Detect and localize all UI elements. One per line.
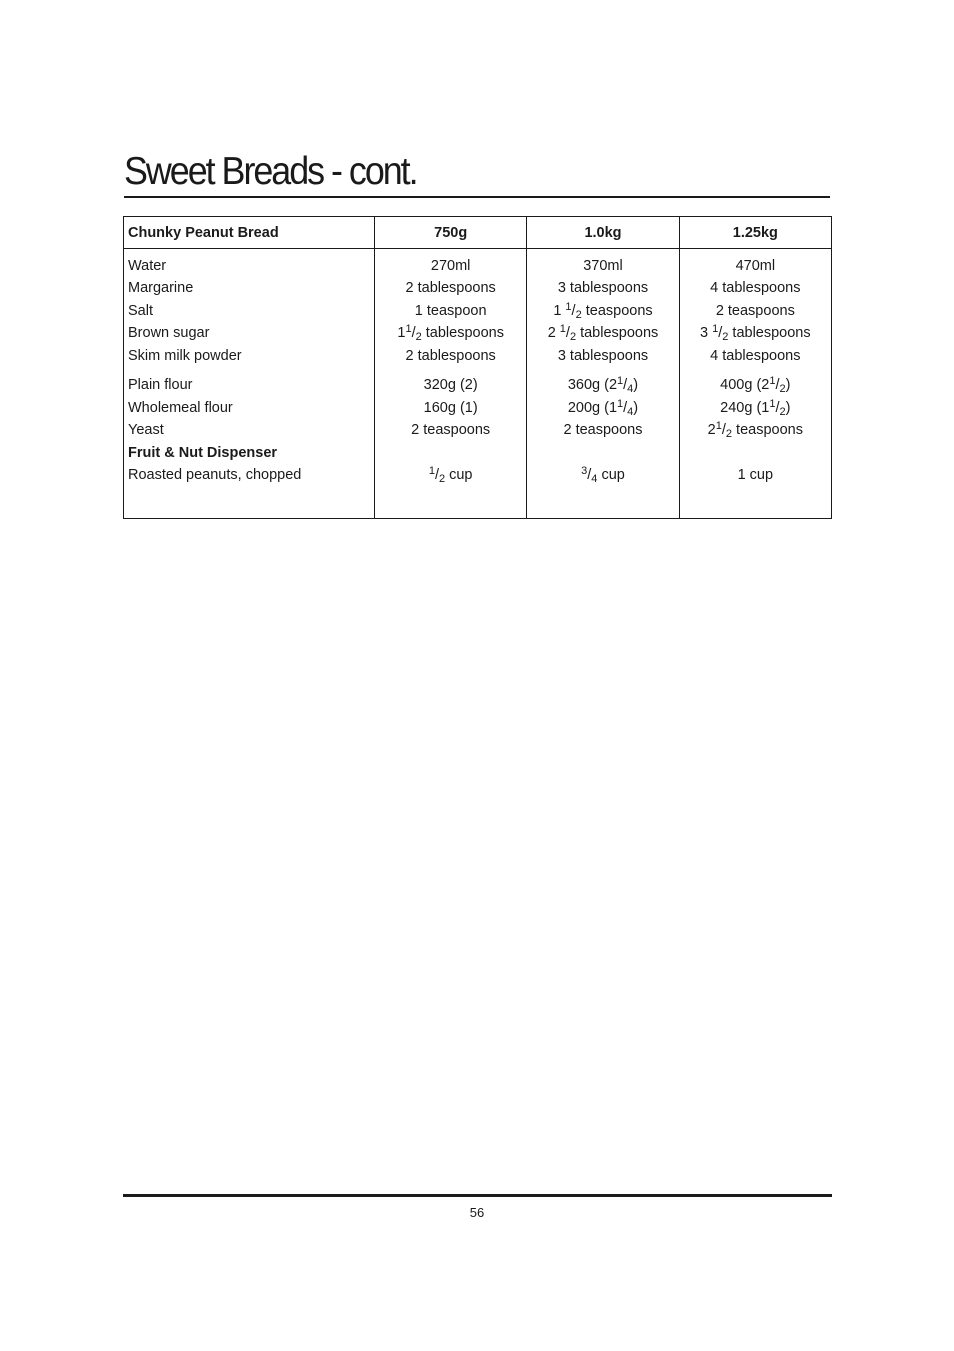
title-divider — [124, 196, 830, 198]
quantity-cell: 320g (2) — [423, 376, 478, 393]
quantity-cell: $2^1/_2$ teaspoons — [707, 420, 803, 441]
quantity-cell: 200g $(1^1/_4)$ — [567, 397, 639, 418]
dispenser-heading: Fruit & Nut Dispenser — [128, 444, 278, 461]
ingredient-name: Margarine — [128, 280, 194, 297]
quantity-cell: 370ml — [583, 258, 623, 274]
quantity-cell: 360g $(2^1/_4)$ — [567, 374, 639, 395]
quantity-cell: 1 cup — [737, 467, 774, 484]
ingredient-name: Water — [128, 258, 167, 274]
quantity-cell: 3 tablespoons — [557, 280, 649, 297]
quantity-cell: 470ml — [735, 258, 776, 274]
quantity-cell: 240g $(1^1/_2)$ — [720, 397, 791, 418]
quantity-cell: $^1/_2$ cup — [428, 465, 473, 486]
header-1-25kg: 1.25kg — [679, 217, 831, 249]
quantity-cell: 160g (1) — [423, 399, 478, 416]
quantity-cell — [375, 442, 526, 464]
quantity-cell: 2 tablespoons — [405, 347, 496, 364]
quantity-cell: 2 teaspoons — [563, 422, 643, 439]
quantity-cell: 2 teaspoons — [715, 302, 795, 319]
quantity-cell: 270ml — [430, 258, 471, 274]
quantity-cell — [527, 442, 678, 464]
ingredient-name: Salt — [128, 302, 153, 319]
quantity-cell: 2 tablespoons — [405, 280, 496, 297]
quantity-column-750g — [375, 249, 527, 519]
quantity-cell: 400g $(2^1/_2)$ — [720, 374, 791, 395]
quantity-cell: $^3/_4$ cup — [581, 465, 625, 486]
quantity-column-1kg — [527, 249, 679, 519]
ingredient-column — [124, 249, 375, 519]
ingredient-name: Roasted peanuts, chopped — [128, 467, 302, 484]
ingredient-name: Plain flour — [128, 376, 193, 393]
quantity-cell: 2 $^1/_2$ tablespoons — [547, 323, 659, 344]
quantity-cell: 3 tablespoons — [557, 347, 649, 364]
ingredient-name: Wholemeal flour — [128, 399, 233, 416]
ingredient-name: Skim milk powder — [128, 347, 242, 364]
quantity-cell: 1 $^1/_2$ teaspoons — [553, 300, 653, 321]
footer-divider — [123, 1194, 832, 1197]
header-1kg: 1.0kg — [527, 217, 679, 249]
table-header-row — [124, 217, 832, 249]
quantity-cell: 3 $^1/_2$ tablespoons — [700, 323, 811, 344]
quantity-cell: 1 teaspoon — [414, 302, 487, 319]
header-750g: 750g — [375, 217, 527, 249]
quantity-cell — [680, 442, 831, 464]
quantity-cell: 4 tablespoons — [710, 347, 801, 364]
header-recipe-name: Chunky Peanut Bread — [124, 217, 375, 249]
quantity-column-1-25kg — [679, 249, 831, 519]
quantity-cell: 2 teaspoons — [411, 422, 491, 439]
page-title: Sweet Breads - cont. — [124, 150, 417, 193]
quantity-cell: $1^1/_2$ tablespoons — [397, 323, 504, 344]
ingredient-name: Brown sugar — [128, 325, 210, 342]
ingredient-name: Yeast — [128, 422, 164, 439]
quantity-cell: 4 tablespoons — [710, 280, 801, 297]
recipe-table — [123, 216, 832, 519]
page-number: 56 — [469, 1205, 485, 1220]
table-body-row — [124, 249, 832, 519]
